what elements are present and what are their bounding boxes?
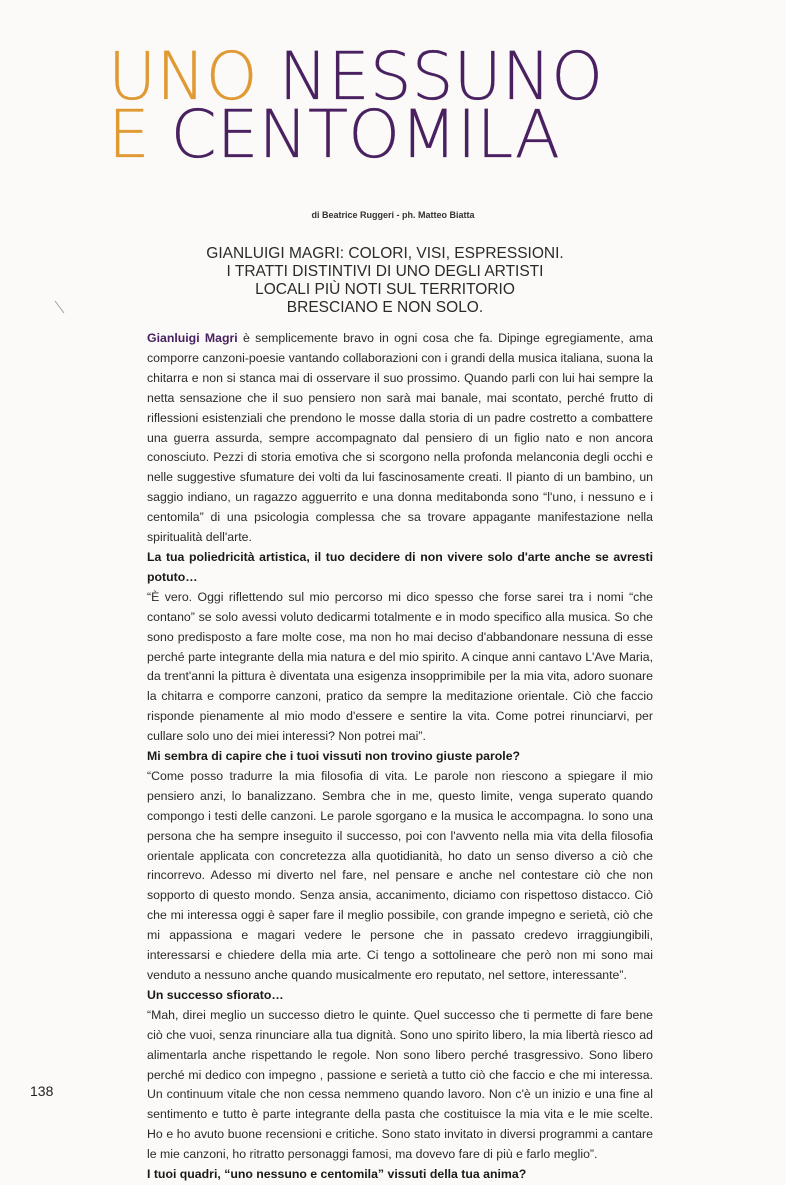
subtitle-line: I TRATTI DISTINTIVI DI UNO DEGLI ARTISTI [226,263,544,280]
answer-1: “È vero. Oggi riflettendo sul mio percorso mi dico spesso che forse sarei tra i nomi “che contano” se solo avessi voluto dedicarmi totalmente e in modo specifico alla musica. So che sono predisposto a fare molte cose, ma non ho mai deciso d'abbandonare nessuna di esse perché parte integrante della mia natura e del mio spirito. A cinque anni cantavo L'Ave Maria, da trent'anni la pittura è diventata una esigenza insopprimibile per la mia vita, adoro suonare la chitarra e comporre canzoni, pratico da sempre la meditazione orientale. Ciò che faccio risponde pienamente al mio modo d'essere e sentire la vita. Come potrei rinunciarvi, per cullare solo uno dei miei interessi? Non potrei mai”. [147,589,653,744]
subtitle [200,245,570,317]
intro-text: è semplicemente bravo in ogni cosa che fa. Dipinge egregiamente, ama comporre canzoni-poesie vantando collaborazioni con i grandi della musica italiana, suona la chitarra e non si stanca mai di osservare il suo prossimo. Quando parli con lui hai sempre la netta sensazione che il suo pensiero non sarà mai banale, mai scontato, perché frutto di riflessioni esistenziali che prendono le mosse dalla storia di un padre costretto a combattere una guerra assurda, sempre accompagnato dal pensiero di un figlio nato e non ancora conosciuto. Pezzi di storia emotiva che si scorgono nella profonda melanconia degli occhi e nelle suggestive sfumature dei volti da lui fascinosamente creati. Il pianto di un bambino, un saggio indiano, un ragazzo agguerrito e una donna meditabonda sono “l'uno, i nessuno e i centomila” di una psicologia complessa che sa trovare appagante manifestazione nella spiritualità dell'arte. [147,331,653,545]
question-1: La tua poliedricità artistica, il tuo decidere di non vivere solo d'arte anche se avresti potuto… [147,549,653,584]
title-word-centomila: CENTOMILA [149,96,560,173]
scan-mark-icon [54,300,66,314]
subtitle-line: LOCALI PIÙ NOTI SUL TERRITORIO [255,281,515,298]
article-title [108,38,708,173]
question-3: Un successo sfiorato… [147,987,284,1002]
byline: di Beatrice Ruggeri - ph. Matteo Biatta [311,210,475,220]
answer-3: “Mah, direi meglio un successo dietro le quinte. Quel successo che ti permette di fare bene ciò che vuoi, senza rinunciare alla tua dignità. Sono uno spirito libero, la mia libertà riesco ad alimentarla anche rispettando le regole. Non sono libero perché trasgressivo. Sono libero perché mi dedico con impegno , passione e serietà a tutto ciò che faccio e che mi interessa. Un continuum vitale che non cessa nemmeno quando lavoro. Non c'è un inizio e una fine al sentimento e tutto è parte integrante della pasta che costituisce la mia vita e le mie scelte. Ho e ho avuto buone recensioni e critiche. Sono stato invitato in diversi programmi a cantare le mie canzoni, ho ritratto personaggi famosi, ma dovevo fare di più e farlo meglio”. [147,1007,653,1162]
title-word-nessuno: NESSUNO [257,38,604,115]
title-line-2 [108,96,708,173]
subtitle-line: GIANLUIGI MAGRI: COLORI, VISI, ESPRESSIONI. [206,245,564,262]
subtitle-line: BRESCIANO E NON SOLO. [286,299,484,316]
question-4: I tuoi quadri, “uno nessuno e centomila” vissuti della tua anima? [147,1167,527,1182]
page-number: 138 [30,1083,54,1099]
question-2: Mi sembra di capire che i tuoi vissuti non trovino giuste parole? [147,749,521,764]
artist-name: Gianluigi Magri [147,331,238,345]
title-word-uno: UNO [108,38,258,115]
intro-paragraph [147,329,653,548]
title-word-e: E [108,96,150,173]
article-body [147,329,653,1185]
answer-2: “Come posso tradurre la mia filosofia di vita. Le parole non riescono a spiegare il mio pensiero anzi, lo banalizzano. Sembra che in me, questo limite, venga superato quando compongo i testi delle canzoni. Le parole sgorgano e la musica le accompagna. Io sono una persona che ha sempre inseguito il successo, poi con l'avvento nella mia vita della filosofia orientale applicata con concretezza alla quotidianità, ho dato un senso diverso a ciò che rincorrevo. Adesso mi diverto nel fare, nel pensare e anche nel contestare ciò che non sopporto di questo mondo. Senza ansia, accanimento, diciamo con rispettoso distacco. Ciò che mi interessa oggi è saper fare il meglio possibile, con grande impegno e serietà, ciò che mi appassiona e magari vedere le persone che in passato credevo irraggiungibili, interessarsi e chiedere della mia arte. Ci tengo a sottolineare che però non mi sono mai venduto a nessuno anche quando musicalmente ero reputato, nel settore, interessante”. [147,768,653,982]
